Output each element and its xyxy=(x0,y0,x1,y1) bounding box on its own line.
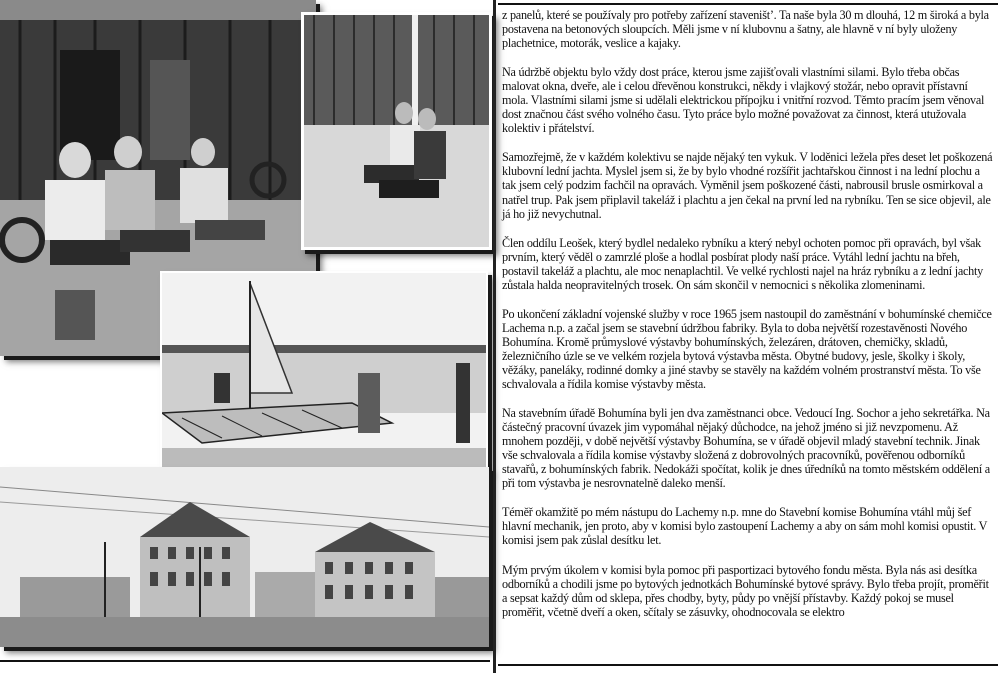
paragraph: z panelů, které se používaly pro potřeby zařízení staveništ’. Ta naše byla 30 m dlouhá, 12 m široká a byla postavena na betonových sloupcích. Měli jsme v ní klubovnu a šatny, ale hlavně v ní byly uloženy plachetnice, motorák, veslice a kajaky. xyxy=(502,8,989,51)
paragraph: Samozřejmě, že v každém kolektivu se najde nějaký ten vykuk. V loděnici ležela přes deset let poškozená klubovní lední jachta. Myslel jsem si, že by bylo vhodné rozšířit jachtařskou činnost i na lední plochu a tak jsem celý podzim fachčil na opravách. Vyměnil jsem poškozené části, nabrousil brusle osmirkoval a natřel trup. Pak jsem připlavil takeláž i plachtu a jen čekal na první led na rybníku. Ten se sice objevil, ale já ho již nevychutnal. xyxy=(502,150,993,221)
article-text xyxy=(502,8,994,634)
column-divider xyxy=(493,0,496,673)
top-rule xyxy=(498,3,998,5)
paragraph: Mým prvým úkolem v komisi byla pomoc při pasportizaci bytového fondu města. Byla nás asi desítka odborníků a chodili jsme po bytových jednotkách Bohumínské bytové správy. Bylo třeba projít, proměřit a sepsat každý dům od sklepa, přes chodby, byty, půdy po vnější přístavby. Každý pokoj se musel proměřit, včetně dveří a oken, sčítaly se zásuvky, ohodnocovala se elektro xyxy=(502,562,989,619)
bottom-rule-left xyxy=(0,660,490,662)
paragraph: Člen oddílu Leošek, který bydlel nedaleko rybníku a který nebyl ochoten pomoc při opravách, byl však prvním, který věděl o zamrzlé ploše a hodlal posbírat plody naší práce. Vytáhl lední jachtu na břeh, postavil takeláž a plachtu, ale moc nenaplachtil. Ve velké rychlosti najel na hráz rybníku a z lední jachty zůstala halda neopravitelných trosek. On sám skončil v nemocnici s několika zlomeninami. xyxy=(502,235,983,292)
photo-two-men-on-bench xyxy=(301,12,492,250)
paragraph: Po ukončení základní vojenské služby v roce 1965 jsem nastoupil do zaměstnání v bohumínské chemičce Lachema n.p. a začal jsem se stavební údržbou fabriky. Byla to doba největší rozestavěnosti Nového Bohumína. Kromě průmyslové výstavby bohumínských, železáren, drátoven, chemičky, skladů, železničního úzle se ve velkém rozjela bytová výstavba města. Obytné budovy, jesle, školky i školy, věžáky, paneláky, rodinné domky a jiné stavby se stavěly na každém volném prostranství města. To vše schvalovala a řídila komise výstavby města. xyxy=(502,306,992,392)
bottom-rule xyxy=(498,664,998,666)
photo-factory-buildings xyxy=(0,467,489,647)
paragraph: Na stavebním úřadě Bohumína byli jen dva zaměstnanci obce. Vedoucí Ing. Sochor a jeho sekretářka. Na částečný pracovní úvazek jim vypomáhal nějaký důchodce, na jehož jméno si již nevzpomenu. Až mnohem později, v době největší výstavby Bohumína, se v úřadě objevil mladý stavební technik. Jinak vše schvalovala a řídila komise výstavby složená z dobrovolných pracovníků, pověřenou odborníků stavařů, z bohumínských fabrik. Nedokáži spočítat, kolik je dnes úředníků na tomto městském oddělení a při tom výstavba je nesrovnatelně daleko menší. xyxy=(502,406,990,491)
photo-boat-repair-at-lake xyxy=(160,271,488,471)
paragraph: Na údržbě objektu bylo vždy dost práce, kterou jsme zajišťovali vlastními silami. Bylo třeba občas malovat okna, dveře, ale i celou dřevěnou konstrukci, někdy i vlajkový stožár, nebo opravit přístavní mola. Vlastními silami jsme si udělali elektrickou přípojku i vnitřní rozvod. Těmto pracím jsem věnoval dost značnou část svého volného času. Tyto práce bylo možné považovat za činnost, která utužovala kolektiv i přátelství. xyxy=(502,65,985,136)
paragraph: Téměř okamžitě po mém nástupu do Lachemy n.p. mne do Stavební komise Bohumína vtáhl můj šef hlavní mechanik, jen proto, aby v komisi bylo zastoupení Lachemy a aby on sám mohl komisi opustit. V komisi jsem pak zůslal desítku let. xyxy=(502,505,987,548)
